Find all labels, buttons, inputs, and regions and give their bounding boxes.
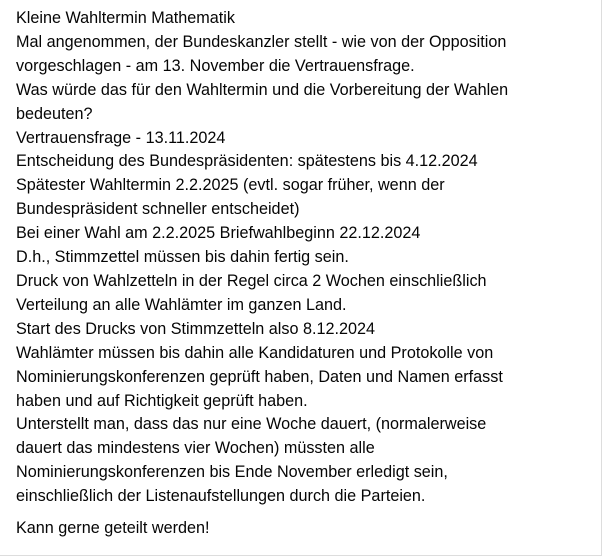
post-text-line: vorgeschlagen - am 13. November die Vertrauensfrage. [16, 56, 415, 75]
post-text-line: Nominierungskonferenzen bis Ende November erledigt sein, [16, 463, 448, 482]
post-text-line: haben und auf Richtigkeit geprüft haben. [16, 391, 308, 410]
post-text-line: Vertrauensfrage - 13.11.2024 [16, 128, 226, 147]
post-text-line: bedeuten? [16, 104, 93, 123]
post-closing-line: Kann gerne geteilt werden! [16, 519, 210, 538]
post-text-line: Verteilung an alle Wahlämter im ganzen Land. [16, 295, 347, 314]
post-text-line: Mal angenommen, der Bundeskanzler stellt - wie von der Opposition [16, 32, 507, 51]
post-text-line: Entscheidung des Bundespräsidenten: spätestens bis 4.12.2024 [16, 152, 478, 171]
post-text-line: Unterstellt man, dass das nur eine Woche dauert, (normalerweise [16, 415, 487, 434]
post-text-line: einschließlich der Listenaufstellungen durch die Parteien. [16, 487, 426, 506]
post-text-line: Nominierungskonferenzen geprüft haben, Daten und Namen erfasst [16, 367, 503, 386]
post-text-line: Wahlämter müssen bis dahin alle Kandidaturen und Protokolle von [16, 343, 494, 362]
post-text-line: Start des Drucks von Stimmzetteln also 8.12.2024 [16, 319, 375, 338]
post-text-line: D.h., Stimmzettel müssen bis dahin fertig sein. [16, 248, 349, 267]
post-text-line: Bundespräsident schneller entscheidet) [16, 200, 300, 219]
post-text [16, 7, 586, 541]
post-text-line: Druck von Wahlzetteln in der Regel circa 2 Wochen einschließlich [16, 271, 487, 290]
post-title: Kleine Wahltermin Mathematik [16, 9, 235, 27]
post-text-line: Was würde das für den Wahltermin und die Vorbereitung der Wahlen [16, 80, 509, 99]
post-text-line: dauert das mindestens vier Wochen) müssten alle [16, 439, 375, 458]
post-text-line: Bei einer Wahl am 2.2.2025 Briefwahlbeginn 22.12.2024 [16, 224, 421, 243]
post-text-line: Spätester Wahltermin 2.2.2025 (evtl. sogar früher, wenn der [16, 176, 445, 195]
